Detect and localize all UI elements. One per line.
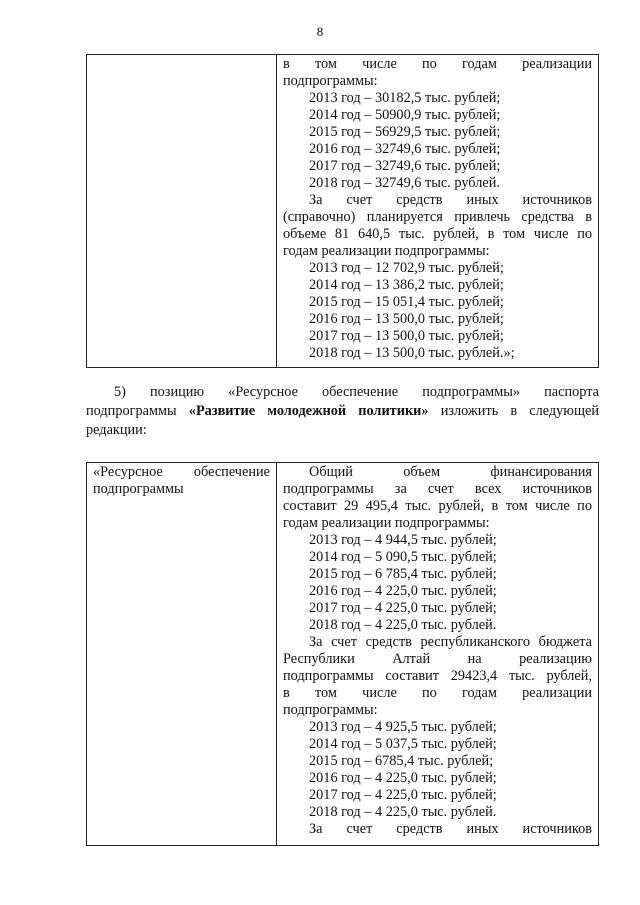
page-number: 8 (316, 24, 324, 39)
paragraph-line-1: 5) позицию «Ресурсное обеспечение подпрограммы» паспорта (114, 384, 599, 400)
text-line: 2016 год – 13 500,0 тыс. рублей; (309, 311, 504, 327)
text-line: 2018 год – 4 225,0 тыс. рублей. (309, 804, 497, 820)
text-line: (справочно) планируется привлечь средства в (283, 209, 592, 225)
text-line: подпрограммы за счет всех источников (283, 481, 592, 497)
text-line: 2015 год – 15 051,4 тыс. рублей; (309, 294, 504, 310)
text-line: 2018 год – 32749,6 тыс. рублей. (309, 175, 500, 191)
text-line: 2016 год – 4 225,0 тыс. рублей; (309, 770, 497, 786)
text-line: 2015 год – 6 785,4 тыс. рублей; (309, 566, 497, 582)
table2-right-cell (277, 463, 599, 846)
text-line: 2018 год – 13 500,0 тыс. рублей.»; (309, 345, 515, 361)
text-line: 2014 год – 13 386,2 тыс. рублей; (309, 277, 504, 293)
text-line: подпрограммы: (283, 702, 378, 718)
text-line: 2013 год – 30182,5 тыс. рублей; (309, 90, 501, 106)
text-line: 2013 год – 4 925,5 тыс. рублей; (309, 719, 497, 735)
text-line: 2014 год – 5 090,5 тыс. рублей; (309, 549, 497, 565)
resource-table-continued (86, 54, 599, 368)
text-line: 2016 год – 4 225,0 тыс. рублей; (309, 583, 497, 599)
table1-lines (283, 56, 592, 362)
text-line: За счет средств республиканского бюджета (309, 634, 592, 650)
text-line: 2016 год – 32749,6 тыс. рублей; (309, 141, 501, 157)
text-line: 2017 год – 32749,6 тыс. рублей; (309, 158, 501, 174)
paragraph-line-3: редакции: (86, 422, 147, 438)
text-line: подпрограммы составит 29423,4 тыс. рублей, (283, 668, 592, 684)
amendment-paragraph (86, 383, 599, 440)
paragraph-line-2-start: подпрограммы (86, 403, 189, 419)
text-line: 2013 год – 12 702,9 тыс. рублей; (309, 260, 504, 276)
text-line: 2014 год – 5 037,5 тыс. рублей; (309, 736, 497, 752)
text-line: 2017 год – 13 500,0 тыс. рублей; (309, 328, 504, 344)
text-line: подпрограммы: (283, 73, 378, 89)
resource-table-new (86, 462, 599, 846)
paragraph-line-2-end: изложить в следующей (428, 403, 599, 419)
text-line: 2014 год – 50900,9 тыс. рублей; (309, 107, 501, 123)
text-line: Республики Алтай на реализацию (283, 651, 592, 667)
table2-left-line-2: подпрограммы (93, 481, 184, 497)
table2-lines (283, 464, 592, 838)
table2-left-line-1: «Ресурсное обеспечение (93, 464, 270, 480)
table1-right-cell (277, 55, 599, 368)
text-line: 2015 год – 56929,5 тыс. рублей; (309, 124, 501, 140)
text-line: За счет средств иных источников (309, 192, 592, 208)
text-line: 2018 год – 4 225,0 тыс. рублей. (309, 617, 497, 633)
text-line: 2017 год – 4 225,0 тыс. рублей; (309, 600, 497, 616)
text-line: в том числе по годам реализации (283, 685, 592, 701)
text-line: За счет средств иных источников (309, 821, 592, 837)
text-line: объеме 81 640,5 тыс. рублей, в том числе по (283, 226, 592, 242)
text-line: в том числе по годам реализации (283, 56, 592, 72)
text-line: составит 29 495,4 тыс. рублей, в том числе по (283, 498, 592, 514)
table1-left-cell (87, 55, 277, 368)
table2-left-cell (87, 463, 277, 846)
text-line: Общий объем финансирования (309, 464, 592, 480)
text-line: 2017 год – 4 225,0 тыс. рублей; (309, 787, 497, 803)
text-line: годам реализации подпрограммы: (283, 515, 490, 531)
text-line: годам реализации подпрограммы: (283, 243, 490, 259)
paragraph-line-2 (86, 402, 599, 421)
text-line: 2013 год – 4 944,5 тыс. рублей; (309, 532, 497, 548)
subprogram-name: «Развитие молодежной политики» (188, 403, 429, 419)
text-line: 2015 год – 6785,4 тыс. рублей; (309, 753, 494, 769)
